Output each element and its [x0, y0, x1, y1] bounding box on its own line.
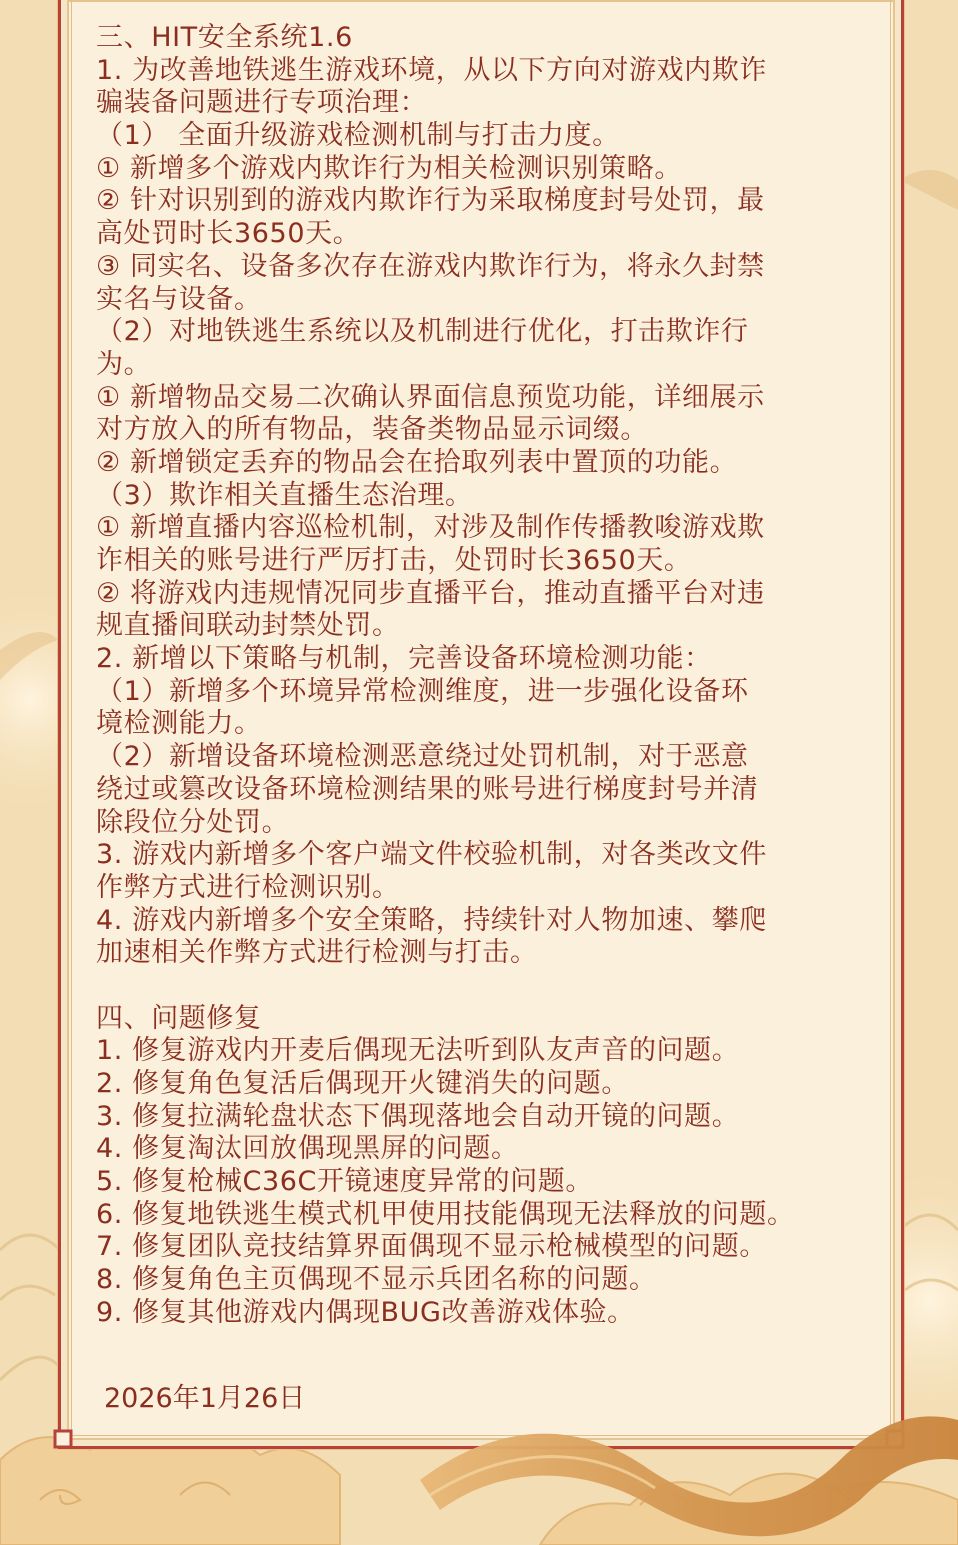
- text-line: （1） 全面升级游戏检测机制与打击力度。: [96, 120, 620, 152]
- text-line: （2）新增设备环境检测恶意绕过处罚机制，对于恶意: [96, 741, 749, 773]
- text-line: 高处罚时长3650天。: [96, 218, 361, 250]
- section-heading: 三、HIT安全系统1.6: [96, 22, 353, 53]
- section-heading: 四、问题修复: [96, 1002, 262, 1034]
- ribbon-decoration-icon: [420, 1400, 958, 1545]
- text-line: ② 将游戏内违规情况同步直播平台，推动直播平台对违: [96, 577, 765, 609]
- section-spacer: [96, 970, 886, 1003]
- fix-item: 8. 修复角色主页偶现不显示兵团名称的问题。: [96, 1264, 657, 1296]
- text-line: 实名与设备。: [96, 283, 262, 315]
- text-line: 诈相关的账号进行严厉打击，处罚时长3650天。: [96, 545, 692, 576]
- corner-ornament-icon: [52, 1428, 74, 1450]
- text-line: 绕过或篡改设备环境检测结果的账号进行梯度封号并清: [96, 773, 759, 805]
- text-line: 2. 新增以下策略与机制，完善设备环境检测功能：: [96, 643, 712, 675]
- text-line: ① 新增直播内容巡检机制，对涉及制作传播教唆游戏欺: [96, 512, 765, 544]
- text-line: ① 新增物品交易二次确认界面信息预览功能，详细展示: [96, 381, 765, 413]
- text-line: 4. 游戏内新增多个安全策略，持续针对人物加速、攀爬: [96, 904, 767, 936]
- fix-item: 5. 修复枪械C36C开镜速度异常的问题。: [96, 1166, 594, 1198]
- text-line: 规直播间联动封禁处罚。: [96, 610, 400, 642]
- text-line: （1）新增多个环境异常检测维度，进一步强化设备环: [96, 675, 749, 707]
- text-line: ② 针对识别到的游戏内欺诈行为采取梯度封号处罚，最: [96, 185, 765, 217]
- fix-item: 4. 修复淘汰回放偶现黑屏的问题。: [96, 1133, 519, 1165]
- text-line: ② 新增锁定丢弃的物品会在拾取列表中置顶的功能。: [96, 446, 738, 478]
- fix-item: 7. 修复团队竞技结算界面偶现不显示枪械模型的问题。: [96, 1231, 767, 1263]
- fix-item: 3. 修复拉满轮盘状态下偶现落地会自动开镜的问题。: [96, 1100, 740, 1132]
- text-line: 作弊方式进行检测识别。: [96, 871, 400, 903]
- text-line: 1. 为改善地铁逃生游戏环境，从以下方向对游戏内欺诈: [96, 54, 767, 86]
- fix-item: 1. 修复游戏内开麦后偶现无法听到队友声音的问题。: [96, 1035, 740, 1067]
- text-line: ① 新增多个游戏内欺诈行为相关检测识别策略。: [96, 152, 682, 184]
- text-line: （3）欺诈相关直播生态治理。: [96, 479, 473, 511]
- text-line: 除段位分处罚。: [96, 806, 290, 838]
- release-date: 2026年1月26日: [104, 1383, 306, 1414]
- fix-item: 9. 修复其他游戏内偶现BUG改善游戏体验。: [96, 1296, 635, 1328]
- text-line: 3. 游戏内新增多个客户端文件校验机制，对各类改文件: [96, 839, 767, 871]
- text-line: ③ 同实名、设备多次存在游戏内欺诈行为，将永久封禁: [96, 250, 765, 282]
- text-line: （2）对地铁逃生系统以及机制进行优化，打击欺诈行: [96, 316, 749, 348]
- text-line: 为。: [96, 348, 152, 380]
- fix-item: 2. 修复角色复活后偶现开火键消失的问题。: [96, 1068, 629, 1099]
- text-line: 加速相关作弊方式进行检测与打击。: [96, 937, 538, 969]
- fix-item: 6. 修复地铁逃生模式机甲使用技能偶现无法释放的问题。: [96, 1198, 795, 1230]
- patch-notes-body: [96, 22, 886, 1330]
- text-line: 对方放入的所有物品，装备类物品显示词缀。: [96, 414, 648, 446]
- text-line: 境检测能力。: [96, 708, 262, 740]
- text-line: 骗装备问题进行专项治理：: [96, 87, 428, 119]
